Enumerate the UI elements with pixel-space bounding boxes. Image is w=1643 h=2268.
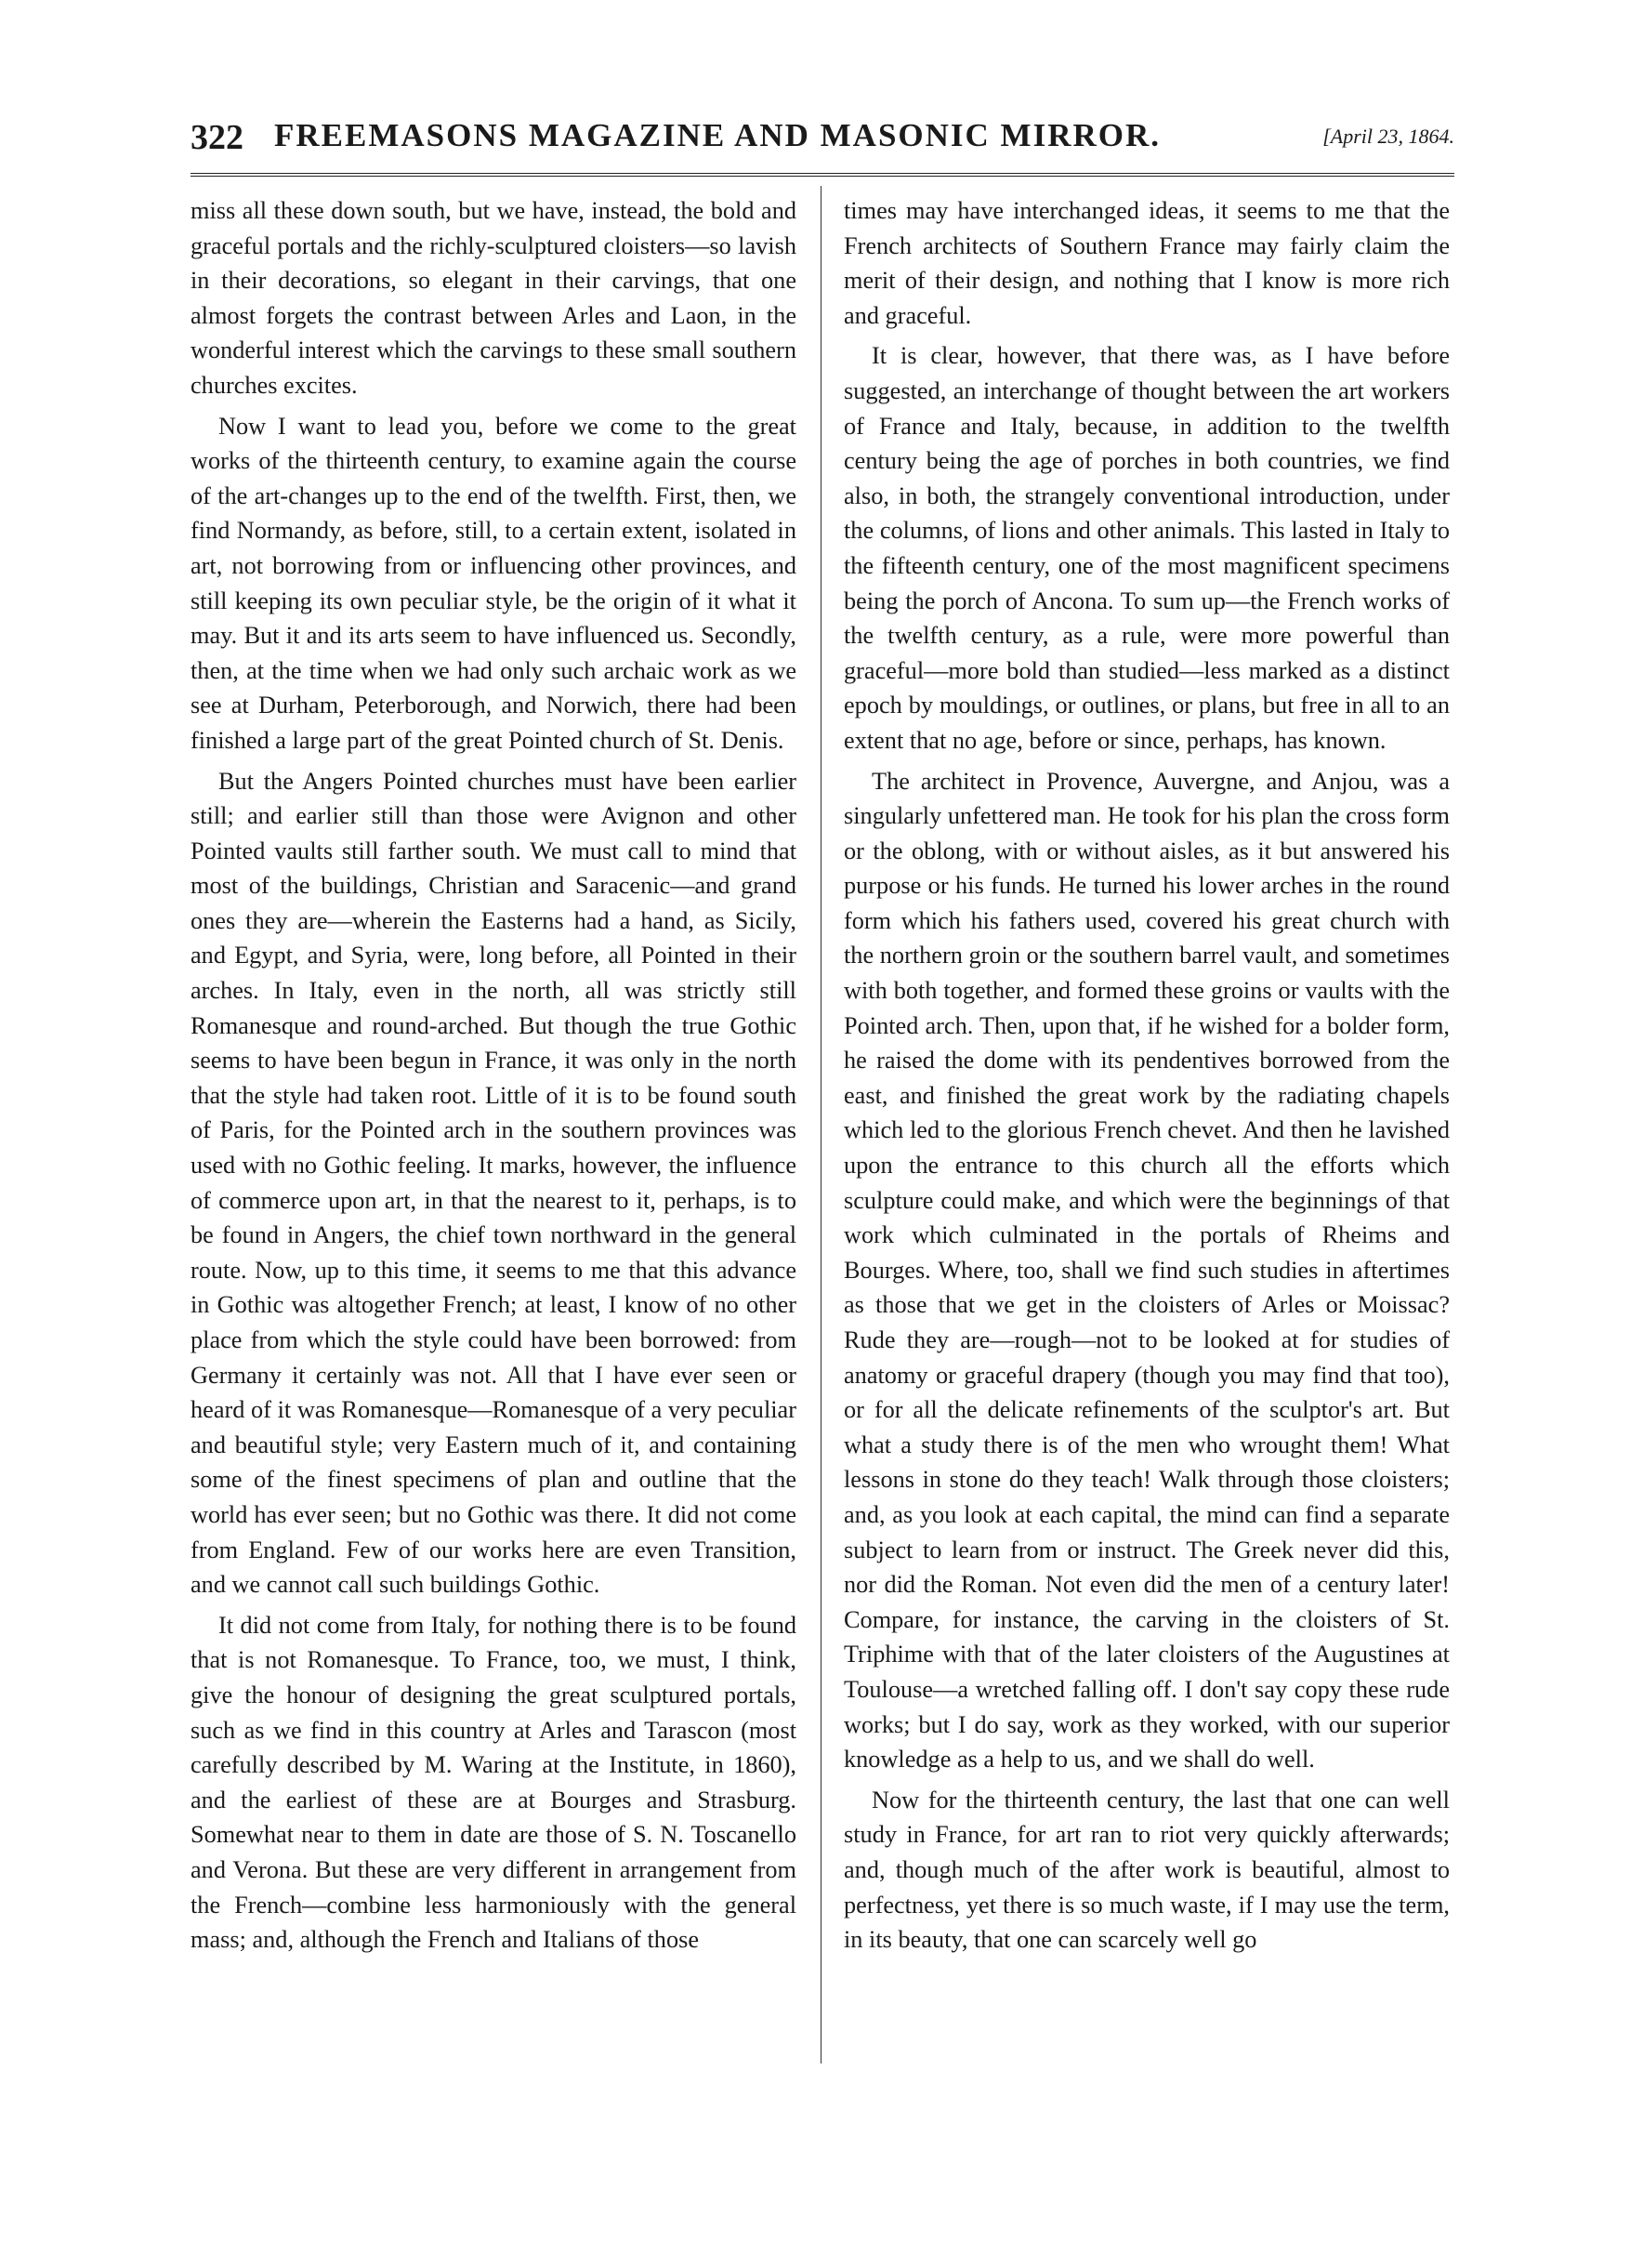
page-header (191, 112, 1454, 167)
paragraph: times may have interchanged ideas, it seems to me that the French architects of Southern France may fairly claim the merit of their design, and nothing that I know is more rich and graceful. (844, 197, 1450, 329)
left-column (191, 193, 796, 1958)
right-column (844, 193, 1450, 1958)
paragraph: It did not come from Italy, for nothing there is to be found that is not Romanesque. To France, too, we must, I think, give the honour of designing the great sculptured portals, such as we find in this country at Arles and Tarascon (most carefully described by M. Waring at the Institute, in 1860), and the earliest of these are at Bourges and Strasburg. Somewhat near to them in date are those of S. N. Toscanello and Verona. But these are very different in arrangement from the French—combine less harmoniously with the general mass; and, although the French and Italians of those (191, 1611, 796, 1954)
paragraph: It is clear, however, that there was, as I have before suggested, an interchange of thought between the art workers of France and Italy, because, in addition to the twelfth century being the age of porches in both countries, we find also, in both, the strangely conventional introduction, under the columns, of lions and other animals. This lasted in Italy to the fifteenth century, one of the most magnificent specimens being the porch of Ancona. To sum up—the French works of the twelfth century, as a rule, were more powerful than graceful—more bold than studied—less marked as a distinct epoch by mouldings, or outlines, or plans, but free in all to an extent that no age, before or since, perhaps, has known. (844, 342, 1450, 754)
paragraph: But the Angers Pointed churches must have been earlier still; and earlier still than those were Avignon and other Pointed vaults still farther south. We must call to mind that most of the buildings, Christian and Saracenic—and grand ones they are—wherein the Easterns had a hand, as Sicily, and Egypt, and Syria, were, long before, all Pointed in their arches. In Italy, even in the north, all was strictly still Romanesque and round-arched. But though the true Gothic seems to have been begun in France, it was only in the north that the style had taken root. Little of it is to be found south of Paris, for the Pointed arch in the southern provinces was used with no Gothic feeling. It marks, however, the influence of commerce upon art, in that the nearest to it, perhaps, is to be found in Angers, the chief town northward in the general route. Now, up to this time, it seems to me that this advance in Gothic was altogether French; at least, I know of no other place from which the style could have been borrowed: from Germany it certainly was not. All that I have ever seen or heard of it was Romanesque—Romanesque of a very peculiar and beautiful style; very Eastern much of it, and containing some of the finest specimens of plan and outline that the world has ever seen; but no Gothic was there. It did not come from England. Few of our works here are even Transition, and we cannot call such buildings Gothic. (191, 767, 796, 1599)
paragraph: miss all these down south, but we have, instead, the bold and graceful portals and the richly-sculptured cloisters—so lavish in their decorations, so elegant in their carvings, that one almost forgets the contrast between Arles and Laon, in the wonderful interest which the carvings to these small southern churches excites. (191, 197, 796, 399)
paragraph: The architect in Provence, Auvergne, and Anjou, was a singularly unfettered man. He took for his plan the cross form or the oblong, with or without aisles, as it but answered his purpose or his funds. He turned his lower arches in the round form which his fathers used, covered his great church with the northern groin or the southern barrel vault, and sometimes with both together, and formed these groins or vaults with the Pointed arch. Then, upon that, if he wished for a bolder form, he raised the dome with its pendentives borrowed from the east, and finished the great work by the radiating chapels which led to the glorious French chevet. And then he lavished upon the entrance to this church all the efforts which sculpture could make, and which were the beginnings of that work which culminated in the portals of Rheims and Bourges. Where, too, shall we find such studies in aftertimes as those that we get in the cloisters of Arles or Moissac? Rude they are—rough—not to be looked at for studies of anatomy or graceful drapery (though you may find that too), or for all the delicate refinements of the sculptor's art. But what a study there is of the men who wrought them! What lessons in stone do they teach! Walk through those cloisters; and, as you look at each capital, the mind can find a separate subject to learn from or instruct. The Greek never did this, nor did the Roman. Not even did the men of a century later! Compare, for instance, the carving in the cloisters of St. Triphime with that of the later cloisters of the Augustines at Toulouse—a wretched falling off. I don't say copy these rude works; but I do say, work as they worked, with our superior knowledge as a help to us, and we shall do well. (844, 767, 1450, 1774)
issue-date: [April 23, 1864. (1322, 125, 1454, 148)
page-number: 322 (191, 118, 243, 157)
paragraph: Now for the thirteenth century, the last that one can well study in France, for art ran to riot very quickly afterwards; and, though much of the after work is beautiful, almost to perfectness, yet there is so much waste, if I may use the term, in its beauty, that one can scarcely well go (844, 1786, 1450, 1954)
column-divider (821, 186, 822, 2064)
masthead-title: FREEMASONS MAGAZINE AND MASONIC MIRROR. (274, 117, 1162, 153)
header-rule (191, 173, 1454, 177)
paragraph: Now I want to lead you, before we come to the great works of the thirteenth century, to examine again the course of the art-changes up to the end of the twelfth. First, then, we find Normandy, as before, still, to a certain extent, isolated in art, not borrowing from or influencing other provinces, and still keeping its own peculiar style, be the origin of it what it may. But it and its arts seem to have influenced us. Secondly, then, at the time when we had only such archaic work as we see at Durham, Peterborough, and Norwich, there had been finished a large part of the great Pointed church of St. Denis. (191, 412, 796, 754)
